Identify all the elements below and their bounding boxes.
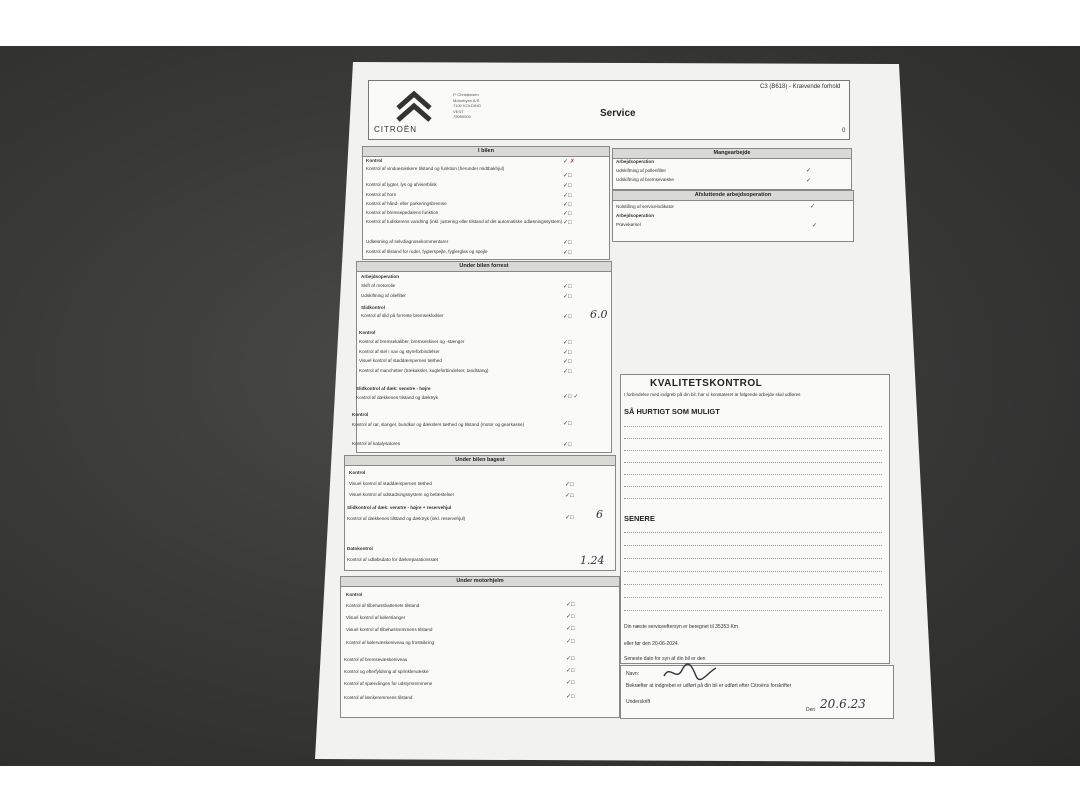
check-mark-icon: ✓□ bbox=[563, 240, 572, 246]
check-mark-icon: ✓□ bbox=[563, 314, 572, 320]
section-heading: Under bilen forrest bbox=[357, 262, 611, 272]
checklist-row: Kontrol af dækkenes tilstand og dæktryk bbox=[356, 395, 438, 400]
check-mark-icon: ✓□ bbox=[563, 220, 572, 226]
checklist-row: Kontrol af kølervæskeniveau og frostsikring bbox=[346, 640, 435, 645]
page-number: 0 bbox=[842, 128, 846, 134]
check-mark-icon: ✓□ bbox=[563, 250, 572, 256]
brand-name: CITROËN bbox=[374, 125, 417, 134]
write-line bbox=[624, 532, 882, 533]
next-service-km: Din næste serviceeftersyn er beregnet til 35353 Km bbox=[624, 624, 738, 630]
checklist-row: Kontrol af lygter, lys og afviserblink bbox=[366, 182, 437, 187]
handwritten-signature-icon bbox=[660, 662, 720, 684]
checklist-row: Kontrol bbox=[366, 158, 383, 163]
check-mark-icon: ✓□ bbox=[563, 359, 572, 365]
check-mark-icon: ✓□ ✓ bbox=[563, 394, 579, 400]
checklist-row: Arbejdsoperation bbox=[616, 159, 655, 164]
checklist-row: Visuel kontrol af støddæmpernes tæthed bbox=[359, 358, 442, 363]
section-under-bilen-bagest bbox=[344, 455, 616, 571]
checklist-row: Udskiftning af pollenfilter bbox=[616, 168, 667, 173]
date-label: Den bbox=[806, 707, 816, 713]
check-mark-icon: ✓□ bbox=[563, 350, 572, 356]
checklist-row: Arbejdsoperation bbox=[616, 213, 655, 218]
checklist-row: Arbejdsoperation bbox=[361, 274, 400, 279]
checklist-row: Kontrol af vinduesviskere tilstand og funktion (herunder midtbakhjul) bbox=[366, 166, 505, 171]
write-line bbox=[624, 498, 882, 499]
write-line bbox=[624, 597, 882, 598]
check-mark-icon: ✓□ bbox=[566, 614, 575, 620]
check-mark-icon: ✓□ bbox=[563, 173, 572, 179]
checklist-row: Kontrol af katalysatoren bbox=[352, 441, 401, 446]
checklist-row: Udskiftning af bremsevæske bbox=[616, 177, 674, 182]
write-line bbox=[624, 545, 882, 546]
check-mark-icon: ✓□ bbox=[563, 340, 572, 346]
checklist-row: Kontrol bbox=[346, 592, 363, 597]
confirmation-text: Bekræfter at indgrebet er udført på din bil er udført efter Citroëns forskrifter bbox=[626, 683, 792, 689]
checklist-row: Slidkontrol af dæk: venstre - højre bbox=[356, 386, 431, 391]
checklist-row: Visuel kontrol af tilbehørsremmens tilstand bbox=[346, 627, 433, 632]
quality-control-title: KVALITETSKONTROL bbox=[650, 378, 763, 389]
next-service-date: eller før den 20-06-2024. bbox=[624, 641, 680, 647]
checklist-row: Kontrol af stel i nav og styreforbindelser bbox=[359, 349, 440, 354]
later-heading: SENERE bbox=[624, 514, 655, 523]
checklist-row: Kontrol af bremsevæskeniveau bbox=[344, 657, 408, 662]
checklist-row: Kontrol af bremsekaliber, bremseskiver og -stænger bbox=[359, 339, 465, 344]
checklist-row: Kontrol af slid på forreste bremseklodser bbox=[361, 313, 444, 318]
check-mark-icon: ✓ bbox=[806, 168, 812, 174]
section-heading: Under bilen bagest bbox=[345, 456, 615, 466]
quality-control-box bbox=[620, 374, 890, 664]
checklist-row: Slidkontrol af dæk: venstre - højre + reservehjul bbox=[347, 505, 452, 510]
check-mark-icon: ✓ bbox=[810, 204, 816, 210]
checklist-row: Kontrol af rør, slanger, bundkar og dækslers tæthed og tilstand (motor og gearkasse) bbox=[352, 422, 525, 427]
name-label: Navn: bbox=[626, 671, 640, 677]
check-mark-icon: ✓□ bbox=[563, 284, 572, 290]
checklist-row: Kontrol af bremsepedalens funktion bbox=[366, 210, 439, 215]
section-heading: Under motorhjelm bbox=[341, 577, 619, 587]
write-line bbox=[624, 426, 882, 427]
check-mark-icon: ✓□ bbox=[563, 294, 572, 300]
document-title: Service bbox=[600, 108, 636, 119]
check-mark-icon: ✓□ bbox=[566, 639, 575, 645]
check-mark-icon: ✓ bbox=[812, 223, 818, 229]
write-line bbox=[624, 571, 882, 572]
section-heading: I bilen bbox=[363, 147, 609, 157]
checkbox-column: ✓ ✗ bbox=[563, 159, 575, 165]
section-heading: Mangearbejde bbox=[613, 149, 851, 159]
handwritten-tread-front: 6.0 bbox=[590, 308, 608, 321]
checklist-row: Kontrol af udløbsdato for dækreparationssæt bbox=[347, 557, 439, 562]
handwritten-date: 20.6.23 bbox=[820, 697, 866, 711]
checklist-row: Slidkontrol bbox=[361, 305, 385, 310]
checklist-row: Prøvekørsel bbox=[616, 222, 641, 227]
checklist-row: Udskiftning af oliefilter bbox=[361, 293, 406, 298]
checklist-row: Udlæsning af selvdiagnosekommentarer bbox=[366, 239, 449, 244]
check-mark-icon: ✓□ bbox=[563, 202, 572, 208]
checklist-row: Skift af motorolie bbox=[361, 283, 396, 288]
signature-label: Underskrift bbox=[626, 699, 651, 705]
handwritten-kit-date: 1.24 bbox=[580, 554, 605, 567]
check-mark-icon: ✓□ bbox=[566, 668, 575, 674]
write-line bbox=[624, 610, 882, 611]
checklist-row: Kontrol af spændingen for udstyrsremmene bbox=[344, 681, 433, 686]
checklist-row: Kontrol af lænkeremmens tilstand bbox=[344, 695, 413, 700]
write-line bbox=[624, 450, 882, 451]
checklist-row: Visuel kontrol af støddæmpernes tæthed bbox=[349, 481, 432, 486]
write-line bbox=[624, 474, 882, 475]
check-mark-icon: ✓□ bbox=[565, 482, 574, 488]
checklist-row: Nulstilling af serviceindikator bbox=[616, 204, 674, 209]
checklist-row: Datokontrol bbox=[347, 546, 373, 551]
write-line bbox=[624, 584, 882, 585]
checklist-row: Kontrol af dækkenes tilstand og dæktryk (inkl. reservehjul) bbox=[347, 516, 466, 521]
check-mark-icon: ✓□ bbox=[565, 493, 574, 499]
check-mark-icon: ✓ bbox=[806, 178, 812, 184]
vehicle-model: C3 (B618) - Krævende forhold bbox=[760, 84, 841, 90]
checklist-row: Kontrol bbox=[349, 470, 366, 475]
check-mark-icon: ✓□ bbox=[566, 626, 575, 632]
checklist-row: Kontrol af tudskerens vandring (inkl. justering eller tilstand af det automatiske udløsningssystem) bbox=[366, 219, 563, 224]
check-mark-icon: ✓□ bbox=[563, 442, 572, 448]
dealer-address: P. Christensen Motorbyen A/S 7100 KOLDING VEST 75050000 bbox=[453, 92, 482, 119]
checklist-row: Kontrol af horn bbox=[366, 192, 397, 197]
check-mark-icon: ✓□ bbox=[563, 369, 572, 375]
check-mark-icon: ✓□ bbox=[566, 694, 575, 700]
check-mark-icon: ✓□ bbox=[566, 680, 575, 686]
write-line bbox=[624, 486, 882, 487]
quality-control-intro: I forbindelse med indgreb på din bil, har vi konstateret at følgende arbejde skal udføres bbox=[624, 392, 801, 397]
checklist-row: Visuel kontrol af kølerslanger bbox=[346, 615, 406, 620]
checklist-row: Kontrol bbox=[359, 330, 376, 335]
checklist-row: Kontrol bbox=[352, 412, 369, 417]
check-mark-icon: ✓□ bbox=[566, 656, 575, 662]
check-mark-icon: ✓□ bbox=[563, 211, 572, 217]
check-mark-icon: ✓□ bbox=[563, 193, 572, 199]
asap-heading: SÅ HURTIGT SOM MULIGT bbox=[624, 407, 720, 416]
checklist-row: Kontrol af hånd- eller parkeringsbremse bbox=[366, 201, 447, 206]
check-mark-icon: ✓□ bbox=[563, 183, 572, 189]
check-mark-icon: ✓□ bbox=[565, 515, 574, 521]
checklist-row: Kontrol af manchetter (trækaksler, kugleforbindelser, tandstang) bbox=[359, 368, 489, 373]
checklist-row: Kontrol og efterfyldning af sprinklervæske bbox=[344, 669, 429, 674]
write-line bbox=[624, 558, 882, 559]
section-heading: Afsluttende arbejdsoperation bbox=[613, 191, 853, 201]
check-mark-icon: ✓□ bbox=[566, 602, 575, 608]
inspection-date: Seneste dato for syn af din bil er den bbox=[624, 656, 706, 662]
write-line bbox=[624, 462, 882, 463]
checklist-row: Kontrol af tilbehørsbatteriets tilstand bbox=[346, 603, 420, 608]
write-line bbox=[624, 438, 882, 439]
checklist-row: Visuel kontrol af udstødningssystem og befæstelser bbox=[349, 492, 455, 497]
handwritten-tread-rear: 6 bbox=[596, 508, 603, 521]
check-mark-icon: ✓□ bbox=[563, 421, 572, 427]
checklist-row: Kontrol af tilstand for ruder, fyglerspejle, fyglerglas og spejle bbox=[366, 249, 488, 254]
